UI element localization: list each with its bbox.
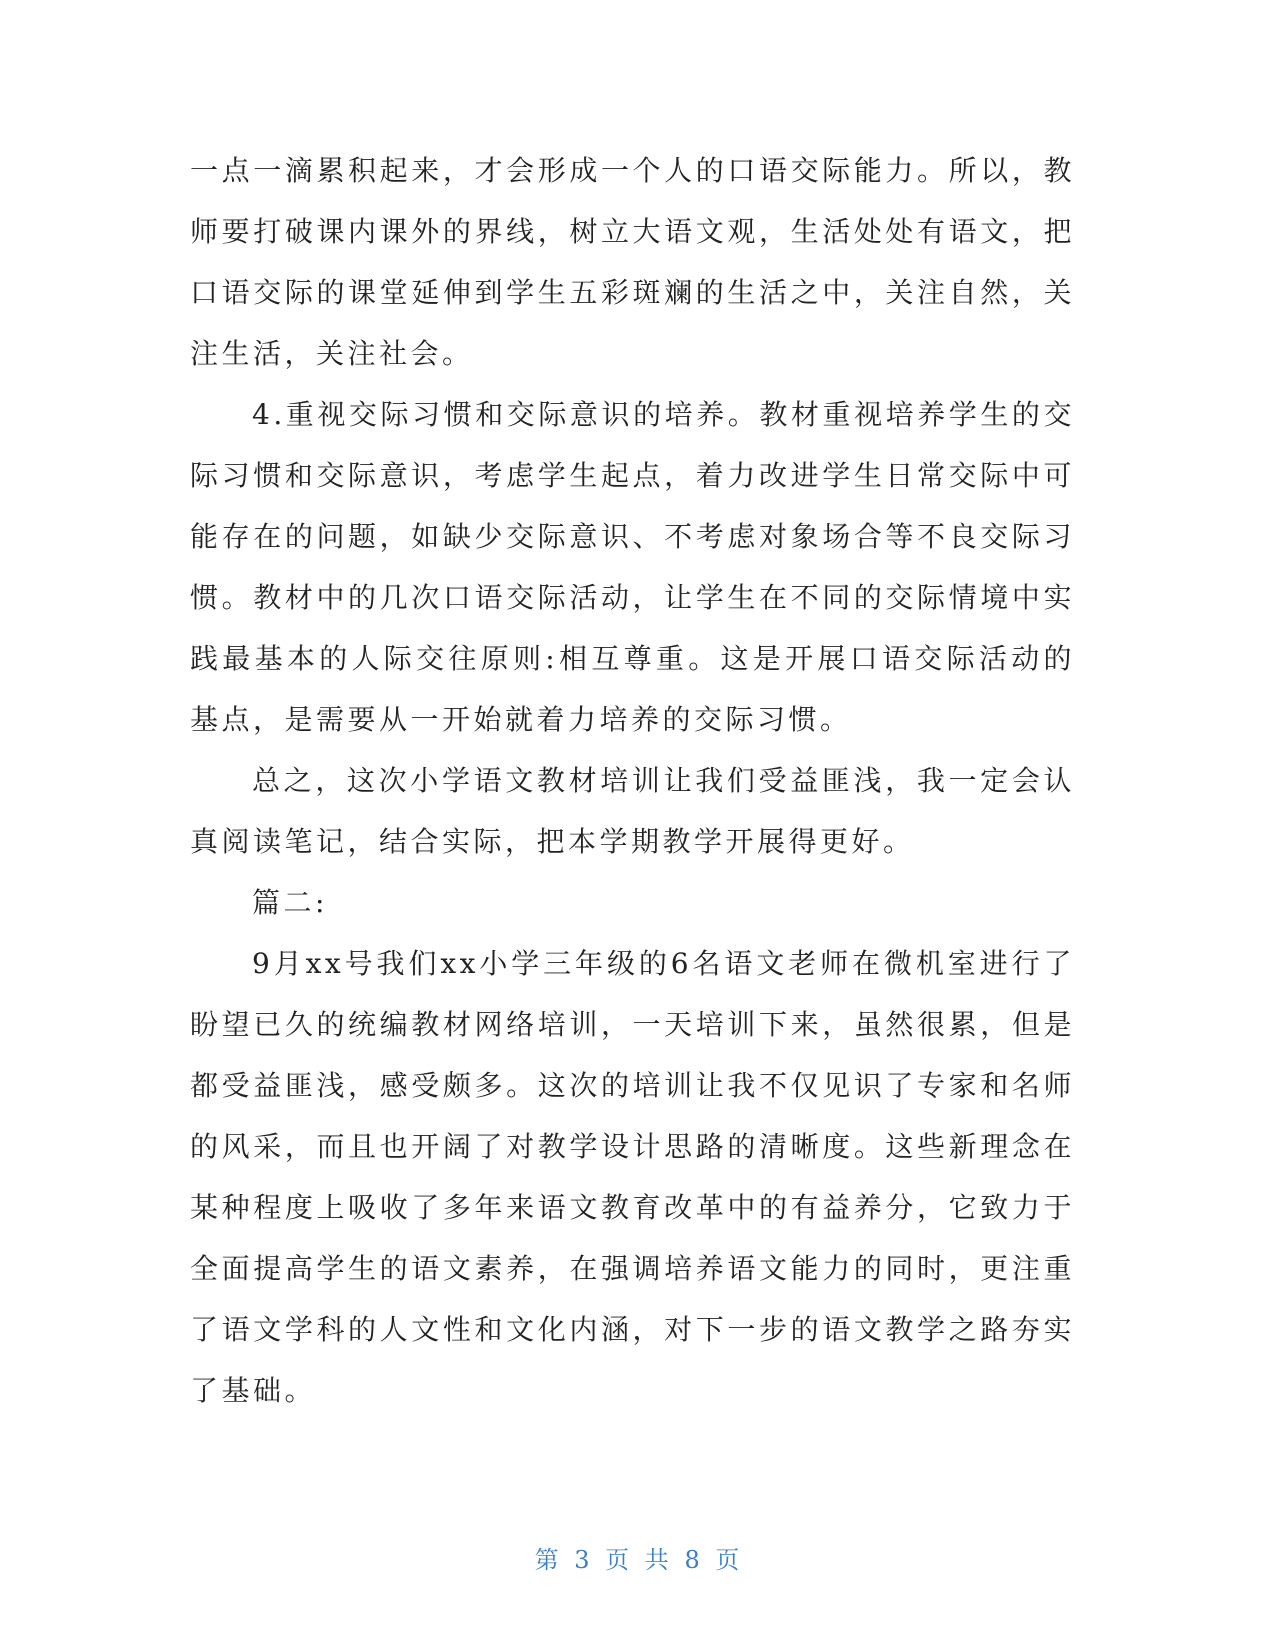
paragraph-summary: 总之，这次小学语文教材培训让我们受益匪浅，我一定会认真阅读笔记，结合实际，把本学期教学开展得更好。 (190, 764, 1075, 858)
paragraph-part-two-body: 9月xx号我们xx小学三年级的6名语文老师在微机室进行了盼望已久的统编教材网络培训，一天培训下来，虽然很累，但是都受益匪浅，感受颇多。这次的培训让我不仅见识了专家和名师的风采，而且也开阔了对教学设计思路的清晰度。这些新理念在某种程度上吸收了多年来语文教育改革中的有益养分，它致力于全面提高学生的语文素养，在强调培养语文能力的同时，更注重了语文学科的人文性和文化内涵，对下一步的语文教学之路夯实了基础。 (190, 947, 1075, 1407)
paragraph-point-4: 4.重视交际习惯和交际意识的培养。教材重视培养学生的交际习惯和交际意识，考虑学生起点，着力改进学生日常交际中可能存在的问题，如缺少交际意识、不考虑对象场合等不良交际习惯。教材中的几次口语交际活动，让学生在不同的交际情境中实践最基本的人际交往原则:相互尊重。这是开展口语交际活动的基点，是需要从一开始就着力培养的交际习惯。 (190, 398, 1075, 736)
page-number-label: 第 3 页 共 8 页 (534, 1546, 741, 1574)
paragraph-continuation: 一点一滴累积起来，才会形成一个人的口语交际能力。所以，教师要打破课内课外的界线，树立大语文观，生活处处有语文，把口语交际的课堂延伸到学生五彩斑斓的生活之中，关注自然，关注生活，关注社会。 (190, 154, 1075, 370)
page-footer (0, 1540, 1275, 1575)
document-body (190, 140, 1075, 1421)
section-heading-part-two: 篇二: (252, 886, 328, 919)
